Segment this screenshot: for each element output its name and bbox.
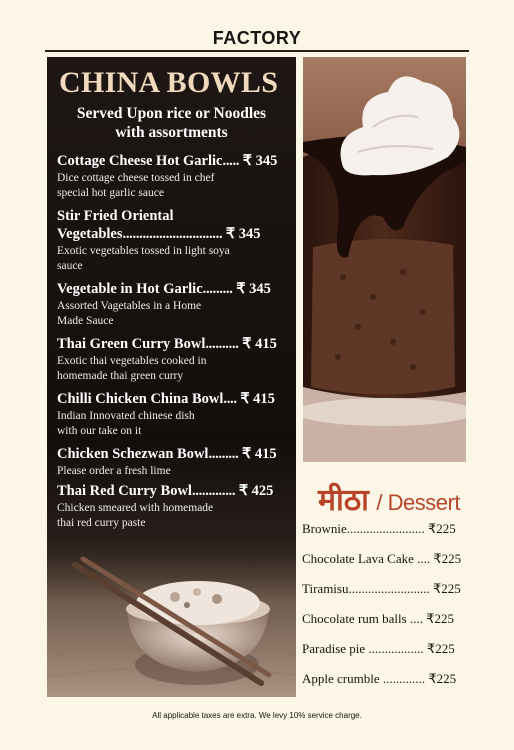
menu-item: Chilli Chicken China Bowl.... ₹ 415 Indian Innovated chinese dish with our take on it: [57, 391, 275, 437]
section-title: CHINA BOWLS: [59, 66, 279, 99]
dessert-item: Apple crumble ............. ₹225: [302, 671, 457, 686]
dessert-item: Brownie........................ ₹225: [302, 521, 456, 536]
dessert-title: मीठा / Dessert: [318, 484, 460, 517]
dessert-item: Chocolate Lava Cake .... ₹225: [302, 551, 462, 566]
menu-item: Chicken Schezwan Bowl......... ₹ 415 Please order a fresh lime: [57, 446, 277, 477]
menu-item: Vegetable in Hot Garlic......... ₹ 345 Assorted Vagetables in a Home Made Sauce: [57, 281, 271, 327]
rice-bowl-photo: [47, 537, 296, 697]
chocolate-cake-photo: [303, 57, 466, 462]
header-divider: [45, 50, 469, 52]
dessert-item: Chocolate rum balls .... ₹225: [302, 611, 454, 626]
menu-item: Thai Red Curry Bowl............. ₹ 425 Chicken smeared with homemade thai red curry paste: [57, 483, 274, 529]
china-bowls-panel: [47, 57, 296, 697]
dessert-item: Tiramisu......................... ₹225: [302, 581, 461, 596]
menu-item: Thai Green Curry Bowl.......... ₹ 415 Exotic thai vegetables cooked in homemade thai green curry: [57, 336, 277, 382]
brand-title: FACTORY: [212, 28, 302, 48]
dessert-item: Paradise pie ................. ₹225: [302, 641, 455, 656]
footer-note: All applicable taxes are extra. We levy 10% service charge.: [152, 711, 362, 720]
menu-item: Cottage Cheese Hot Garlic..... ₹ 345 Dice cottage cheese tossed in chef special hot garlic sauce: [57, 153, 278, 199]
menu-item: Stir Fried Oriental Vegetables.............................. ₹ 345 Exotic vegetables tossed in light soya sauce: [57, 208, 261, 272]
section-subtitle: Served Upon rice or Noodles with assortments: [76, 105, 267, 141]
